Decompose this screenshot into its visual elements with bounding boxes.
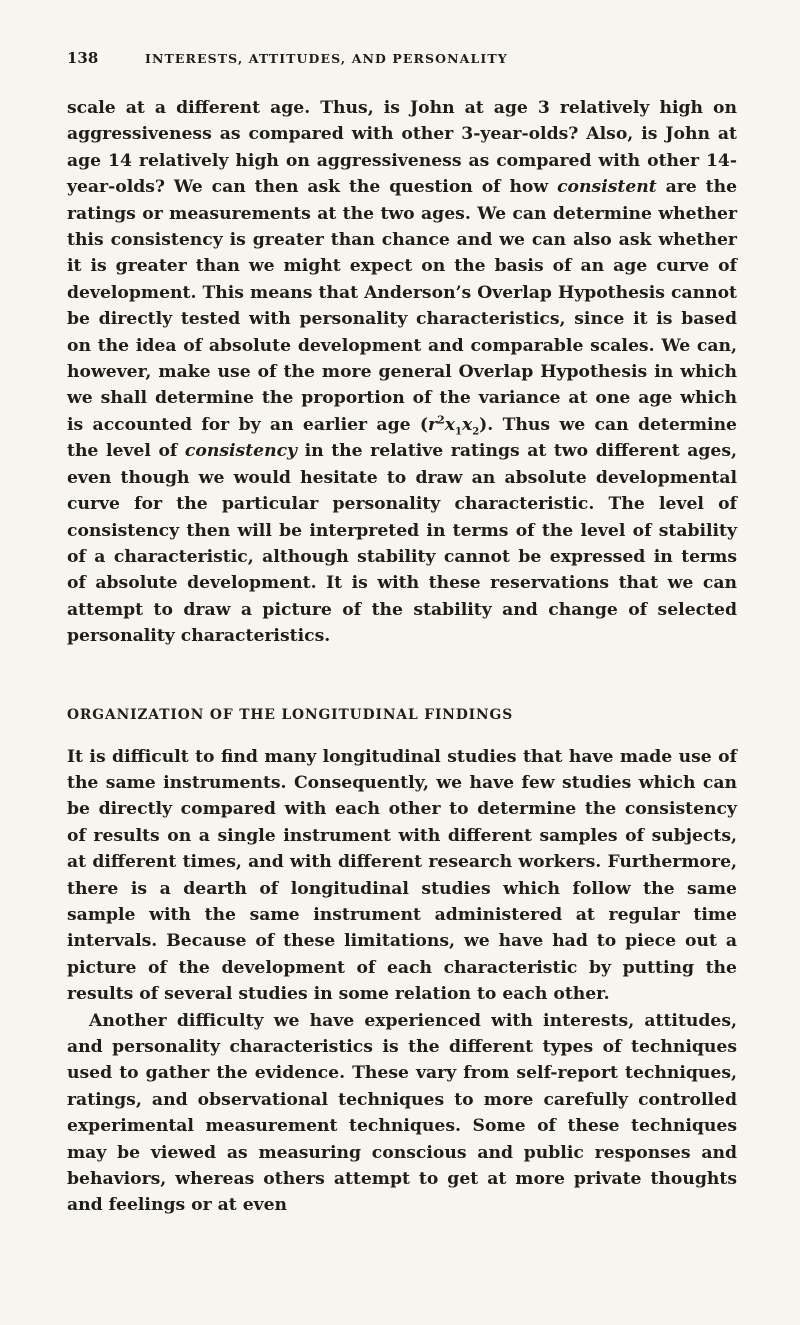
paragraph-1-text-b: are the ratings or measurements at the two ages. We can determine whether this consistency is greater than chance and we can also ask whether it is greater than we might expect on the basis of an age curve of development. This means that Anderson’s Overlap Hypothesis cannot be directly tested with personality characteristics, since it is based on the idea of absolute development and comparable scales. We can, however, make use of the more general Overlap Hypothesis in which we shall determine the proportion of the variance at one age which is accounted for by an earlier age ( xyxy=(67,177,737,435)
paragraph-1 xyxy=(67,95,737,650)
formula-subscript-2: 2 xyxy=(472,426,480,438)
formula-superscript: 2 xyxy=(437,413,445,427)
formula xyxy=(428,413,480,438)
body-text-section xyxy=(67,744,737,1219)
paragraph-1-text-a: scale at a different age. Thus, is John at age 3 relatively high on aggressiveness as compared with other 3-year-olds? Also, is John at age 14 relatively high on aggressiveness as compared with other 14-year-olds? We can then ask the question of how xyxy=(67,98,737,198)
formula-r: r xyxy=(428,414,438,435)
running-head xyxy=(67,48,732,69)
paragraph-3: Another difficulty we have experienced with interests, attitudes, and personality characteristics is the different types of techniques used to gather the evidence. These vary from self-report techniques, ratings, and observational techniques to more carefully controlled experimental measurement techniques. Some of these techniques may be viewed as measuring conscious and public responses and behaviors, whereas others attempt to get at more private thoughts and feelings or at even xyxy=(67,1010,737,1216)
formula-subscript-1: 1 xyxy=(454,426,462,438)
emphasis-consistent: consistent xyxy=(557,177,657,198)
paragraph-2: It is difficult to find many longitudinal studies that have made use of the same instruments. Consequently, we have few studies which can be directly compared with each other to determine the consistency of results on a single instrument with different samples of subjects, at different times, and with different research workers. Furthermore, there is a dearth of longitudinal studies which follow the same sample with the same instrument administered at regular time intervals. Because of these limitations, we have had to piece out a picture of the development of each characteristic by putting the results of several studies in some relation to each other. xyxy=(67,746,737,1005)
formula-x2: x xyxy=(461,414,473,435)
formula-x1: x xyxy=(444,414,455,435)
paragraph-1-text-c: ). Thus we can determine the level of xyxy=(67,414,737,462)
section-heading: ORGANIZATION OF THE LONGITUDINAL FINDINGS xyxy=(67,706,514,723)
emphasis-consistency: consistency xyxy=(184,441,298,462)
body-text xyxy=(67,95,737,650)
running-title: INTERESTS, ATTITUDES, AND PERSONALITY xyxy=(145,51,508,66)
paragraph-1-text-d: in the relative ratings at two different ages, even though we would hesitate to draw an absolute developmental curve for the particular personality characteristic. The level of consistency then will be interpreted in terms of the level of stability of a characteristic, although stability cannot be expressed in terms of absolute development. It is with these reservations that we can attempt to draw a picture of the stability and change of selected personality characteristics. xyxy=(67,441,737,647)
page-number: 138 xyxy=(67,49,99,67)
